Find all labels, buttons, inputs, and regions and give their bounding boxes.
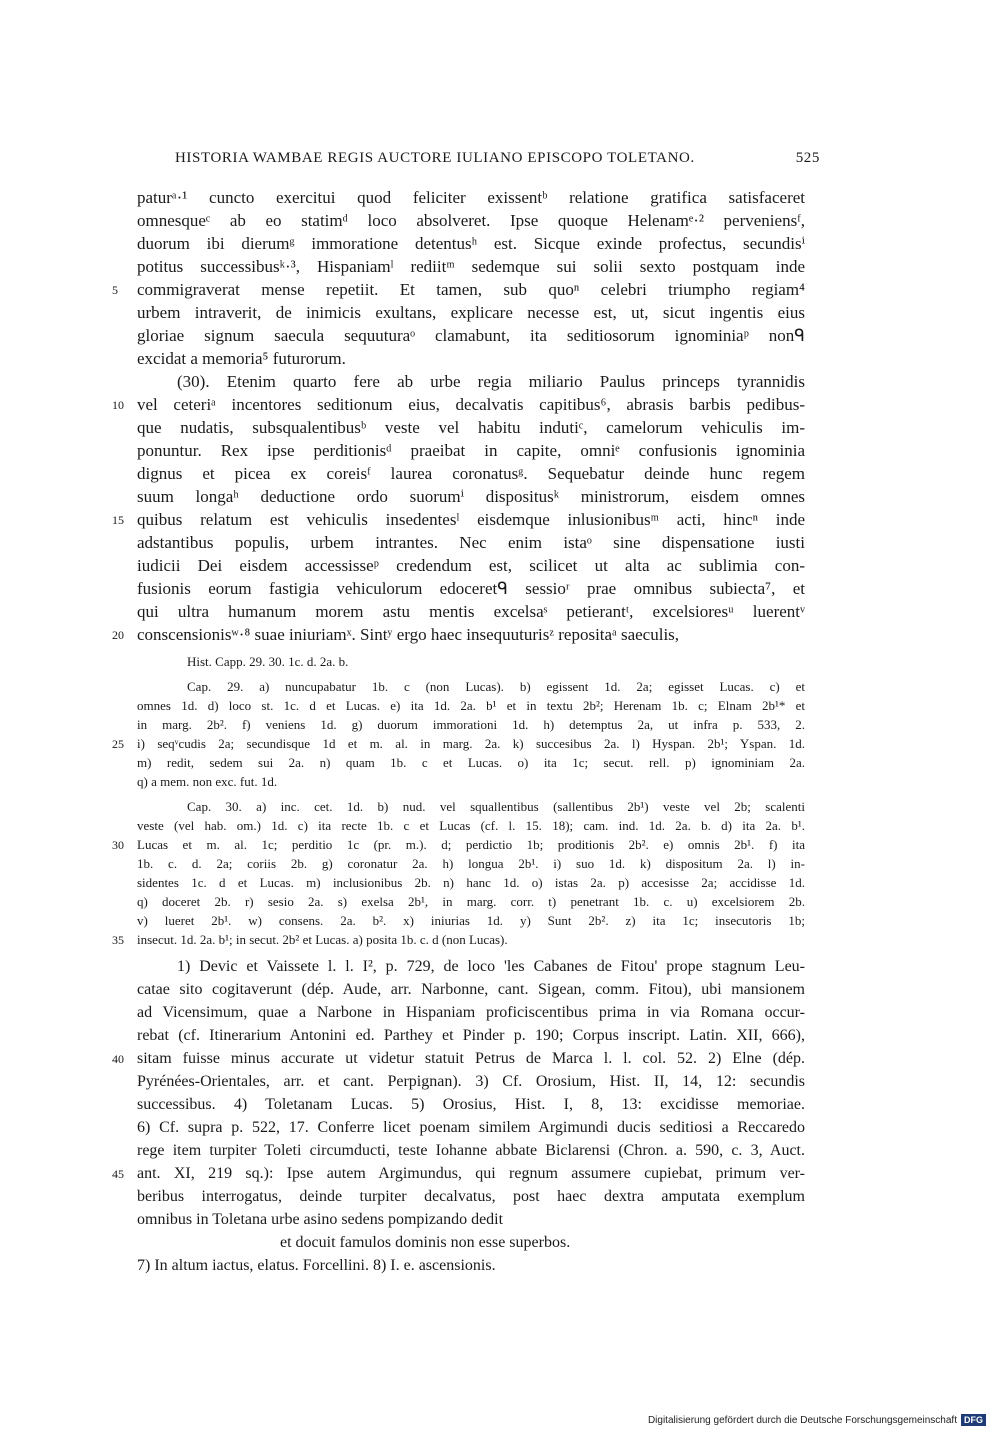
text-line: omnesqueᶜ ab eo statimᵈ loco absolveret. Ipse quoque Helenamᵉ·² perveniensᶠ, (137, 211, 805, 230)
apparatus-line: Lucas et m. al. 1c; perditio 1c (pr. m.). d; perdictio 1b; proditionis 2b². e) omnis 2b¹. f) ita (137, 837, 805, 852)
line-number: 15 (112, 512, 124, 527)
apparatus-line: Cap. 30. a) inc. cet. 1d. b) nud. vel squallentibus (sallentibus 2b¹) veste vel 2b; scalenti (187, 799, 805, 814)
text-line: que nudatis, subsqualentibusᵇ veste vel habitu indutiᶜ, camelorum vehiculis im- (137, 418, 805, 437)
critical-apparatus (137, 652, 805, 949)
apparatus-line: veste (vel hab. om.) 1d. c) ita recte 1b. c et Lucas (cf. l. 15. 18); cam. ind. 1d. 2a. b. d) ita 2a. b¹. (137, 818, 805, 833)
page-number: 525 (795, 150, 820, 166)
note-line: et docuit famulos dominis non esse superbos. (280, 1234, 571, 1251)
apparatus-line: q) a mem. non exc. fut. 1d. (137, 774, 278, 789)
text-line: conscensionisʷ·⁸ suae iniuriamˣ. Sintʸ ergo haec insequuturisᶻ repositaᵃ saeculis, (137, 625, 680, 644)
apparatus-line: sidentes 1c. d et Lucas. m) inclusionibus 2b. n) hanc 1d. o) istas 2a. p) accesisse 2a; accidisse 1d. (137, 875, 805, 890)
line-number: 40 (112, 1051, 124, 1066)
note-line: omnibus in Toletana urbe asino sedens pompizando dedit (137, 1211, 504, 1228)
running-header (175, 150, 820, 167)
note-line: catae sito cogitaverunt (dép. Aude, arr. Narbonne, cant. Sigean, comm. Fitou), ubi mansionem (137, 981, 805, 998)
note-line: 6) Cf. supra p. 522, 17. Conferre licet poenam similem Argimundi ducis seditiosi a Reccaredo (137, 1119, 805, 1136)
line-number: 5 (112, 282, 118, 297)
apparatus-line: v) lueret 2b¹. w) consens. 2a. b². x) iniurias 1d. y) Sunt 2b². z) ita 1c; insecutoris 1b; (137, 913, 805, 928)
main-text (137, 186, 805, 646)
footnotes (137, 955, 805, 1277)
line-number: 35 (112, 932, 124, 947)
text-line: suum longaʰ deductione ordo suorumⁱ dispositusᵏ ministrorum, eisdem omnes (137, 487, 805, 506)
text-line: (30). Etenim quarto fere ab urbe regia miliario Paulus princeps tyrannidis (177, 372, 805, 391)
text-line: excidat a memoria⁵ futurorum. (137, 349, 346, 368)
text-line: duorum ibi dierumᵍ immoratione detentusʰ est. Sicque exinde profectus, secundisⁱ (137, 234, 805, 253)
line-number: 25 (112, 736, 124, 751)
note-line: ant. XI, 219 sq.): Ipse autem Argimundus, qui regnum assumere cupiebat, primum ver- (137, 1165, 805, 1182)
text-line: dignus et picea ex coreisᶠ laurea coronatusᵍ. Sequebatur deinde hunc regem (137, 464, 805, 483)
text-line: iudicii Dei eisdem accessisseᵖ credendum est, scilicet ut alta ac sublimia con- (137, 556, 805, 575)
text-line: qui ultra humanum morem astu mentis excelsaˢ petierantᵗ, excelsioresᵘ luerentᵛ (137, 602, 805, 621)
apparatus-line: omnes 1d. d) loco st. 1c. d et Lucas. e) ita 1d. 2a. b¹ et in textu 2b²; Herenam 1b. c; Elnam 2b¹* et (137, 698, 805, 713)
text-line: adstantibus populis, urbem intrantes. Nec enim istaᵒ sine dispensatione iusti (137, 533, 805, 552)
apparatus-line: 1b. c. d. 2a; coriis 2b. g) coronatur 2a. h) longua 2b¹. i) suo 1d. k) dispositum 2a. l) in- (137, 856, 805, 871)
apparatus-line: in marg. 2b². f) veniens 1d. g) duorum immorationi 1d. h) detemptus 2a, ut infra p. 533, 2. (137, 717, 805, 732)
note-line: ad Vicensimum, quae a Narbone in Hispaniam proficiscentibus prima in via Romana occur- (137, 1004, 805, 1021)
note-line: rebat (cf. Itinerarium Antonini ed. Parthey et Pinder p. 190; Corpus inscript. Latin. XII, 666), (137, 1027, 805, 1044)
footer-text: Digitalisierung gefördert durch die Deutsche Forschungsgemeinschaft (647, 1414, 957, 1426)
running-title: HISTORIA WAMBAE REGIS AUCTORE IULIANO EPISCOPO TOLETANO. (175, 150, 695, 166)
dfg-logo: DFG (961, 1414, 986, 1426)
text-line: paturᵃ·¹ cuncto exercitui quod feliciter exissentᵇ relatione gratifica satisfaceret (137, 188, 805, 207)
note-line: Pyrénées-Orientales, arr. et cant. Perpignan). 3) Cf. Orosium, Hist. II, 14, 12: secundis (137, 1073, 805, 1090)
text-line: commigraverat mense repetiit. Et tamen, sub quoⁿ celebri triumpho regiam⁴ (137, 280, 805, 299)
note-line: sitam fuisse minus accurate ut videtur statuit Petrus de Marca l. l. col. 52. 2) Elne (dép. (137, 1050, 805, 1067)
line-number: 45 (112, 1166, 124, 1181)
note-line: successibus. 4) Toletanam Lucas. 5) Orosius, Hist. I, 8, 13: excidisse memoriae. (137, 1096, 805, 1113)
text-line: potitus successibusᵏ·³, Hispaniamˡ rediitᵐ sedemque sui solii sexto postquam inde (137, 257, 805, 276)
note-line: 1) Devic et Vaissete l. l. I², p. 729, de loco 'les Cabanes de Fitou' prope stagnum Leu- (177, 958, 805, 975)
apparatus-line: i) seqᵛcudis 2a; secundisque 1d et m. al. in marg. 2a. k) succesibus 2a. l) Hyspan. 2b¹; Yspan. 1d. (137, 736, 805, 751)
text-line: urbem intraverit, de inimicis exultans, explicare necesse est, ut, sicut ingentis eius (137, 303, 805, 322)
note-line: rege item turpiter Toleti circumducti, teste Iohanne abbate Biclarensi (Chron. a. 590, c. 3, Auct. (137, 1142, 805, 1159)
apparatus-line: Cap. 29. a) nuncupabatur 1b. c (non Lucas). b) egissent 1d. 2a; egisset Lucas. c) et (187, 679, 805, 694)
apparatus-line: m) redit, sedem sui 2a. n) quam 1b. c et Lucas. o) ita 1c; secut. rell. p) ignominiam 2a. (137, 755, 805, 770)
apparatus-line: Hist. Capp. 29. 30. 1c. d. 2a. b. (187, 654, 349, 669)
digitization-footer (648, 1414, 986, 1426)
text-line: fusionis eorum fastigia vehiculorum edoceretᑫ sessioʳ prae omnibus subiecta⁷, et (137, 579, 805, 598)
note-line: beribus interrogatus, deinde turpiter decalvatus, post haec dextra amputata exemplum (137, 1188, 805, 1205)
note-line: 7) In altum iactus, elatus. Forcellini. 8) I. e. ascensionis. (137, 1257, 496, 1274)
line-number: 10 (112, 397, 124, 412)
apparatus-line: q) doceret 2b. r) sesio 2a. s) exelsa 2b¹, in marg. corr. t) penetrant 1b. c. u) excelsiorem 2b. (137, 894, 805, 909)
text-line: quibus relatum est vehiculis insedentesˡ eisdemque inlusionibusᵐ acti, hincⁿ inde (137, 510, 805, 529)
text-line: gloriae signum saecula sequuturaᵒ clamabunt, ita seditiosorum ignominiaᵖ nonᑫ (137, 326, 805, 345)
line-number: 30 (112, 837, 124, 852)
text-line: vel ceteriᵃ incentores seditionum eius, decalvatis capitibus⁶, abrasis barbis pedibus- (137, 395, 805, 414)
text-line: ponuntur. Rex ipse perditionisᵈ praeibat in capite, omniᵉ confusionis ignominia (137, 441, 805, 460)
line-number: 20 (112, 627, 124, 642)
apparatus-line: insecut. 1d. 2a. b¹; in secut. 2b² et Lucas. a) posita 1b. c. d (non Lucas). (137, 932, 508, 947)
